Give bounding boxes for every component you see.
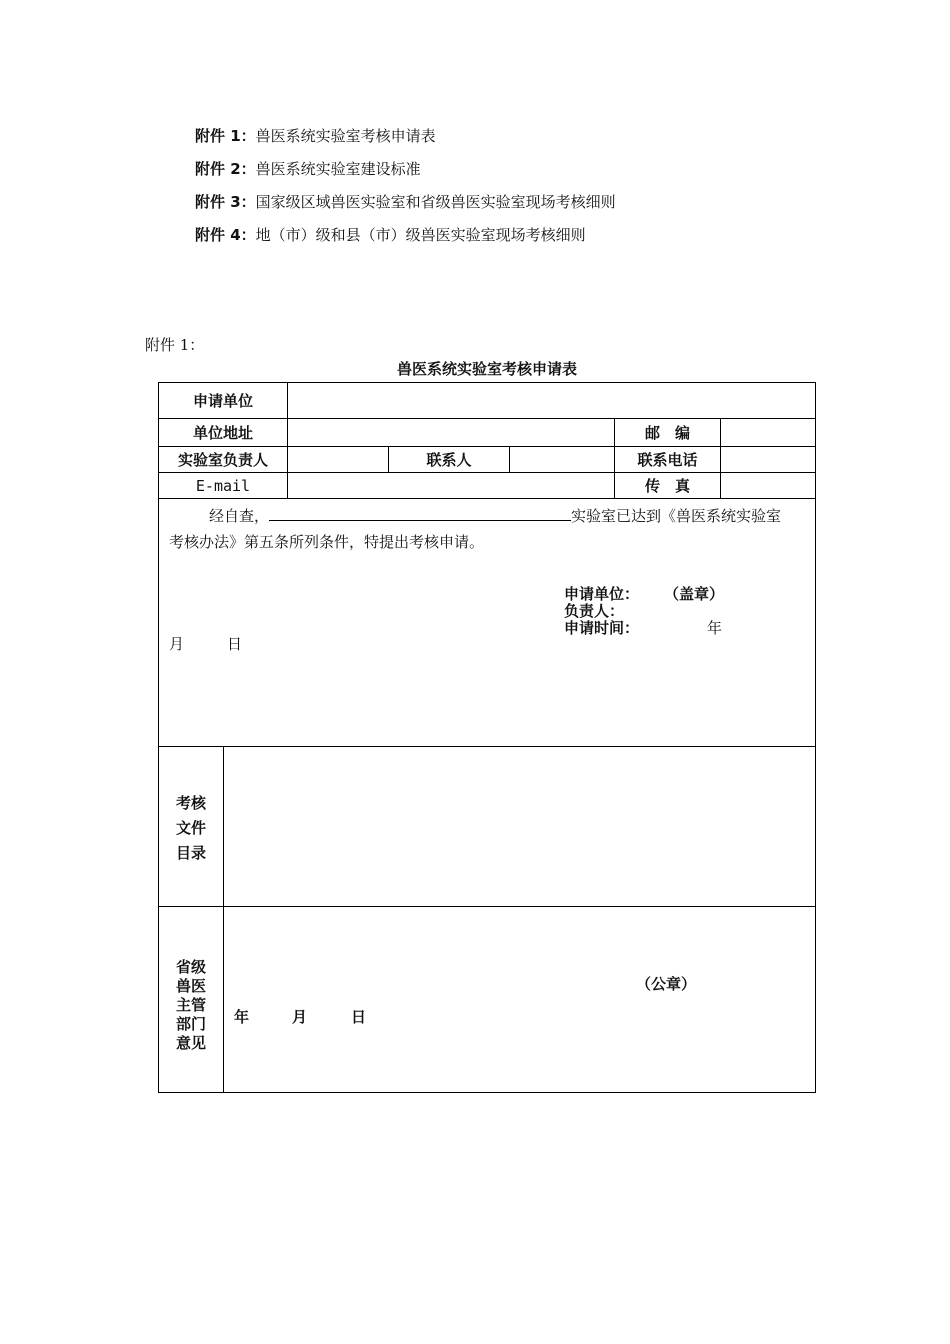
fax-label: 传 真: [644, 477, 690, 495]
signature-day: 日: [227, 635, 243, 653]
attachment-title: 地（市）级和县（市）级兽医实验室现场考核细则: [255, 226, 586, 244]
opinion-year: 年: [234, 1008, 250, 1026]
attachment-item-2: [195, 157, 616, 190]
email-label: E-mail: [195, 476, 251, 495]
provincial-opinion-line: 意见: [175, 1034, 206, 1052]
provincial-opinion-line: 省级: [175, 958, 206, 976]
review-docs-field[interactable]: [224, 747, 815, 906]
attachment-list: [195, 124, 616, 256]
attachment-title: 国家级区域兽医实验室和省级兽医实验室现场考核细则: [255, 193, 616, 211]
provincial-opinion-line: 兽医: [175, 977, 206, 995]
review-docs-line: 目录: [175, 844, 206, 862]
unit-address-label: 单位地址: [192, 424, 253, 442]
signature-head-label: 负责人：: [564, 602, 625, 620]
review-docs-line: 文件: [175, 819, 206, 837]
signature-unit-label: 申请单位：: [564, 585, 640, 603]
row-divider: [159, 498, 815, 499]
attachment-title: 兽医系统实验室考核申请表: [255, 127, 436, 145]
signature-time-label: 申请时间：: [564, 619, 640, 637]
opinion-day: 日: [351, 1008, 367, 1026]
attachment-label: 附件 2：: [195, 160, 256, 178]
attachment-item-3: [195, 190, 616, 223]
declaration-suffix: 实验室已达到《兽医系统实验室: [571, 507, 782, 525]
declaration-line-2: 考核办法》第五条所列条件，特提出考核申请。: [169, 533, 485, 551]
form-title: 兽医系统实验室考核申请表: [396, 360, 577, 378]
provincial-opinion-label: [159, 958, 223, 1053]
postcode-label: 邮 编: [644, 424, 690, 442]
email-field[interactable]: [288, 473, 614, 498]
attachment-title: 兽医系统实验室建设标准: [255, 160, 421, 178]
attachment-label: 附件 3：: [195, 193, 256, 211]
opinion-month: 月: [292, 1008, 308, 1026]
declaration-prefix: 经自查，: [209, 507, 270, 525]
contact-person-label: 联系人: [426, 451, 472, 469]
lab-head-label: 实验室负责人: [177, 451, 268, 469]
annex-label: 附件 1：: [145, 336, 205, 354]
attachment-label: 附件 1：: [195, 127, 256, 145]
review-docs-line: 考核: [175, 794, 206, 812]
attachment-item-4: [195, 223, 616, 256]
official-seal-label: （公章）: [636, 975, 697, 993]
provincial-opinion-line: 主管: [175, 996, 206, 1014]
contact-person-field[interactable]: [510, 447, 614, 472]
lab-head-field[interactable]: [288, 447, 388, 472]
signature-year: 年: [707, 619, 723, 637]
attachment-label: 附件 4：: [195, 226, 256, 244]
signature-month: 月: [169, 635, 185, 653]
lab-name-blank[interactable]: [269, 504, 571, 521]
review-docs-label: [159, 791, 223, 866]
declaration-text: [169, 503, 809, 555]
signature-seal-label: （盖章）: [664, 585, 725, 603]
contact-phone-label: 联系电话: [637, 451, 698, 469]
application-form-table: [158, 382, 816, 1093]
provincial-opinion-line: 部门: [175, 1015, 206, 1033]
unit-address-field[interactable]: [288, 419, 614, 446]
provincial-opinion-field[interactable]: [224, 907, 815, 1092]
contact-phone-field[interactable]: [721, 447, 815, 472]
fax-field[interactable]: [721, 473, 815, 498]
attachment-item-1: [195, 124, 616, 157]
postcode-field[interactable]: [721, 419, 815, 446]
applicant-unit-label: 申请单位: [192, 392, 253, 410]
applicant-unit-field[interactable]: [288, 383, 815, 418]
